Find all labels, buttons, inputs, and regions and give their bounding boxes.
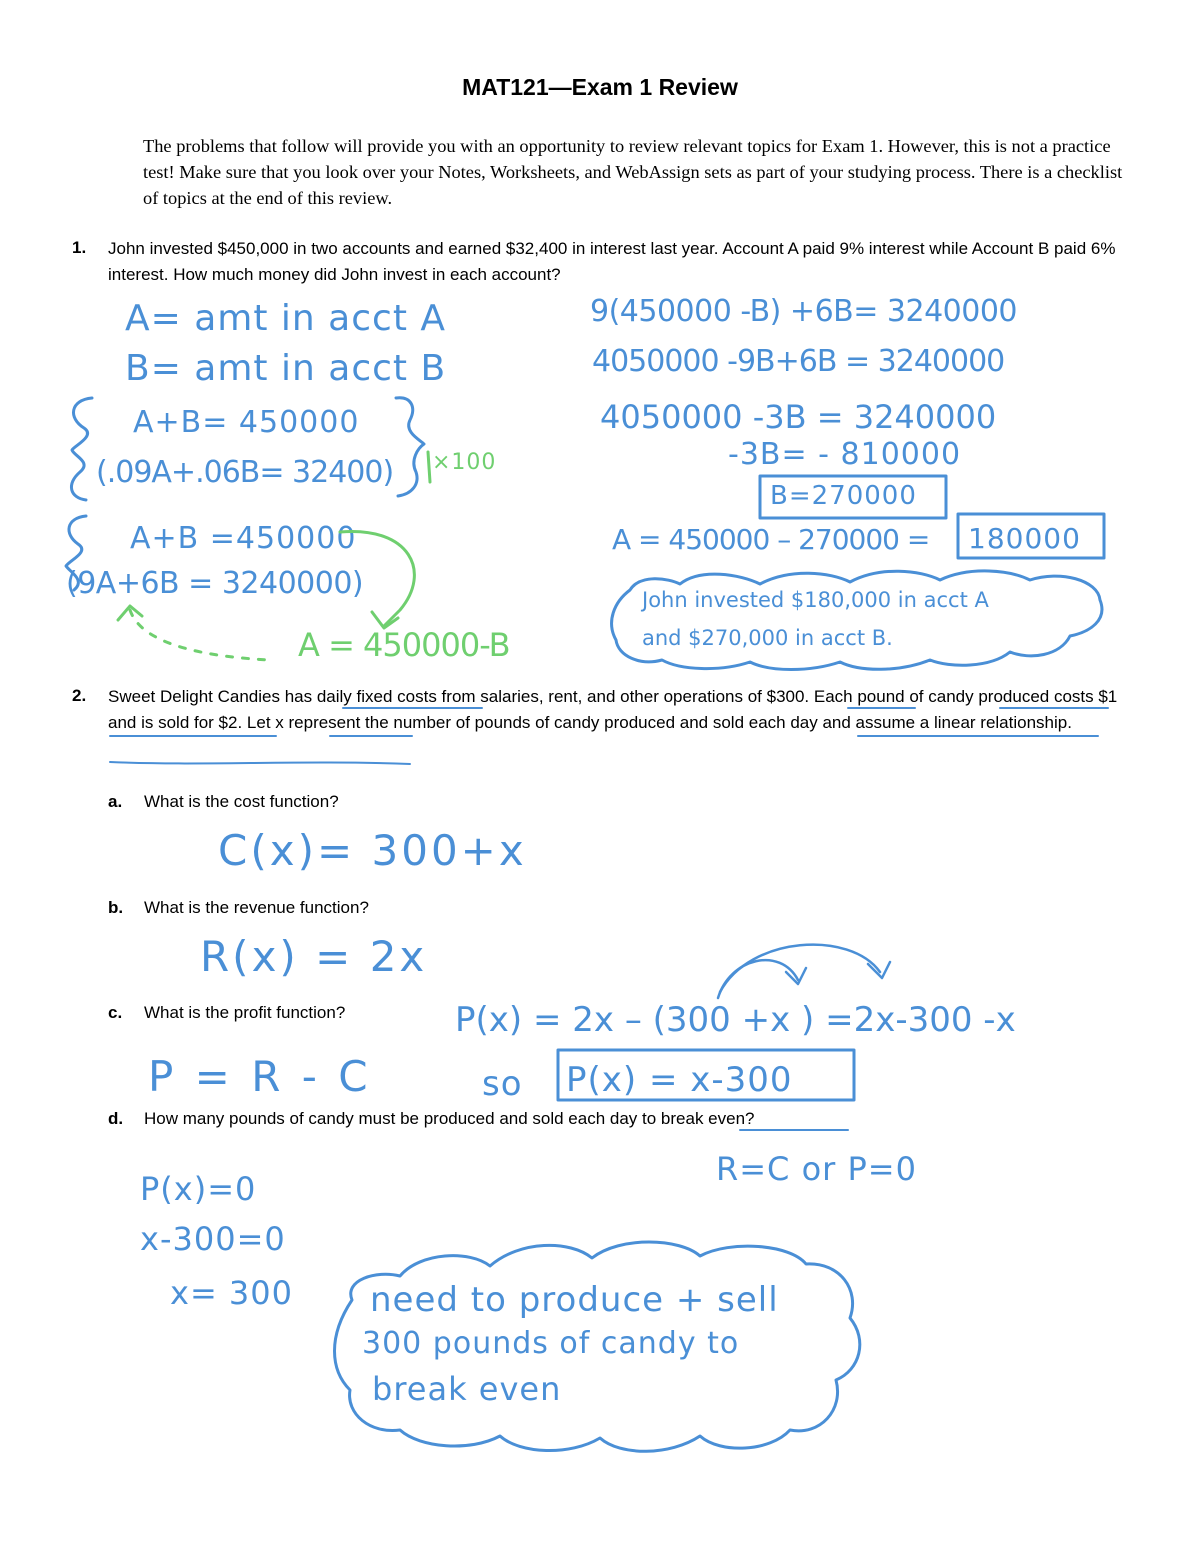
hw-conclusion-line-1: John invested $180,000 in acct A [642, 588, 989, 612]
part-c-question [108, 1003, 345, 1023]
hw-a-line: A = 450000 – 270000 = [612, 523, 930, 556]
part-a-text: What is the cost function? [144, 792, 339, 811]
hw-conclusion-line-2: and $270,000 in acct B. [642, 626, 893, 650]
part-d-label: d. [108, 1109, 124, 1128]
part-c-label: c. [108, 1003, 123, 1022]
hw-breakeven-note-3: break even [372, 1370, 562, 1408]
hw-a-answer: 180000 [968, 522, 1081, 555]
hw-cost-function: C(x)= 300+x [218, 826, 527, 875]
hw-system1-eq1: A+B= 450000 [133, 405, 360, 440]
question-2-number: 2. [72, 686, 87, 705]
question-1-text: John invested $450,000 in two accounts and earned $32,400 in interest last year. Account A paid 9% interest while Account B paid 6% interest. How much money did John invest in each account? [108, 239, 1116, 284]
part-b-question [108, 898, 369, 918]
dashed-substitution-arrow [130, 610, 270, 660]
hw-times-100: ×100 [432, 450, 497, 475]
hw-breakeven-rule: R=C or P=0 [716, 1150, 917, 1188]
brace-system-1-left [71, 398, 92, 500]
dashed-arrow-head [118, 606, 142, 620]
part-b-label: b. [108, 898, 124, 917]
hw-step-3: 4050000 -3B = 3240000 [600, 398, 997, 436]
part-d-text: How many pounds of candy must be produced and sold each day to break even? [144, 1109, 755, 1128]
hw-b-answer: B=270000 [770, 481, 917, 511]
intro-paragraph: The problems that follow will provide you with an opportunity to review relevant topics for Exam 1. However, this is not a practice test! Make sure that you look over your Notes, Worksheets, and WebAssign sets as part of your studying process. There is a checklist of topics at the end of this review. [143, 136, 1123, 208]
hw-breakeven-step-3: x= 300 [170, 1274, 293, 1312]
distribute-arrow-2-head [868, 962, 890, 978]
hw-profit-rule: P = R - C [148, 1052, 372, 1101]
conclusion-cloud [612, 571, 1102, 670]
part-d-question [108, 1109, 755, 1129]
hw-breakeven-step-2: x-300=0 [140, 1220, 286, 1258]
hw-system2-eq2: (9A+6B = 3240000) [66, 566, 364, 601]
page-title: MAT121—Exam 1 Review [462, 74, 738, 100]
distribute-arrow-1 [718, 960, 798, 998]
hw-breakeven-note-2: 300 pounds of candy to [362, 1326, 740, 1361]
part-b-text: What is the revenue function? [144, 898, 369, 917]
part-a-label: a. [108, 792, 123, 811]
times-100-bracket [428, 452, 430, 482]
hw-breakeven-step-1: P(x)=0 [140, 1170, 257, 1208]
hw-revenue-function: R(x) = 2x [200, 932, 428, 981]
hw-def-a: A= amt in acct A [125, 298, 447, 339]
distribute-arrow-1-head [786, 968, 806, 984]
hw-system1-eq2: (.09A+.06B= 32400) [96, 455, 394, 490]
brace-system-1-right [396, 398, 424, 496]
question-2-text: Sweet Delight Candies has daily fixed costs from salaries, rent, and other operations of $300. Each pound of candy produced costs $1 and is sold for $2. Let x represent the number of pounds of candy produced and sold each day and assume a linear relationship. [108, 687, 1118, 732]
part-a-question [108, 792, 339, 812]
hw-profit-answer: P(x) = x-300 [566, 1060, 793, 1100]
question-1-number: 1. [72, 238, 87, 257]
hw-substitution: A = 450000-B [298, 626, 510, 664]
hw-profit-expansion: P(x) = 2x – (300 +x ) =2x-300 -x [455, 1000, 1016, 1040]
hw-breakeven-note-1: need to produce + sell [370, 1280, 779, 1320]
part-c-text: What is the profit function? [144, 1003, 346, 1022]
hw-so: so [482, 1064, 523, 1104]
hw-step-1: 9(450000 -B) +6B= 3240000 [590, 294, 1018, 329]
hw-step-4: -3B= - 810000 [728, 437, 962, 472]
underline-linear-relationship [110, 762, 410, 764]
distribute-arrow-2 [720, 945, 880, 992]
hw-def-b: B= amt in acct B [125, 348, 447, 389]
hw-step-2: 4050000 -9B+6B = 3240000 [592, 344, 1005, 379]
hw-system2-eq1: A+B =450000 [130, 521, 357, 556]
